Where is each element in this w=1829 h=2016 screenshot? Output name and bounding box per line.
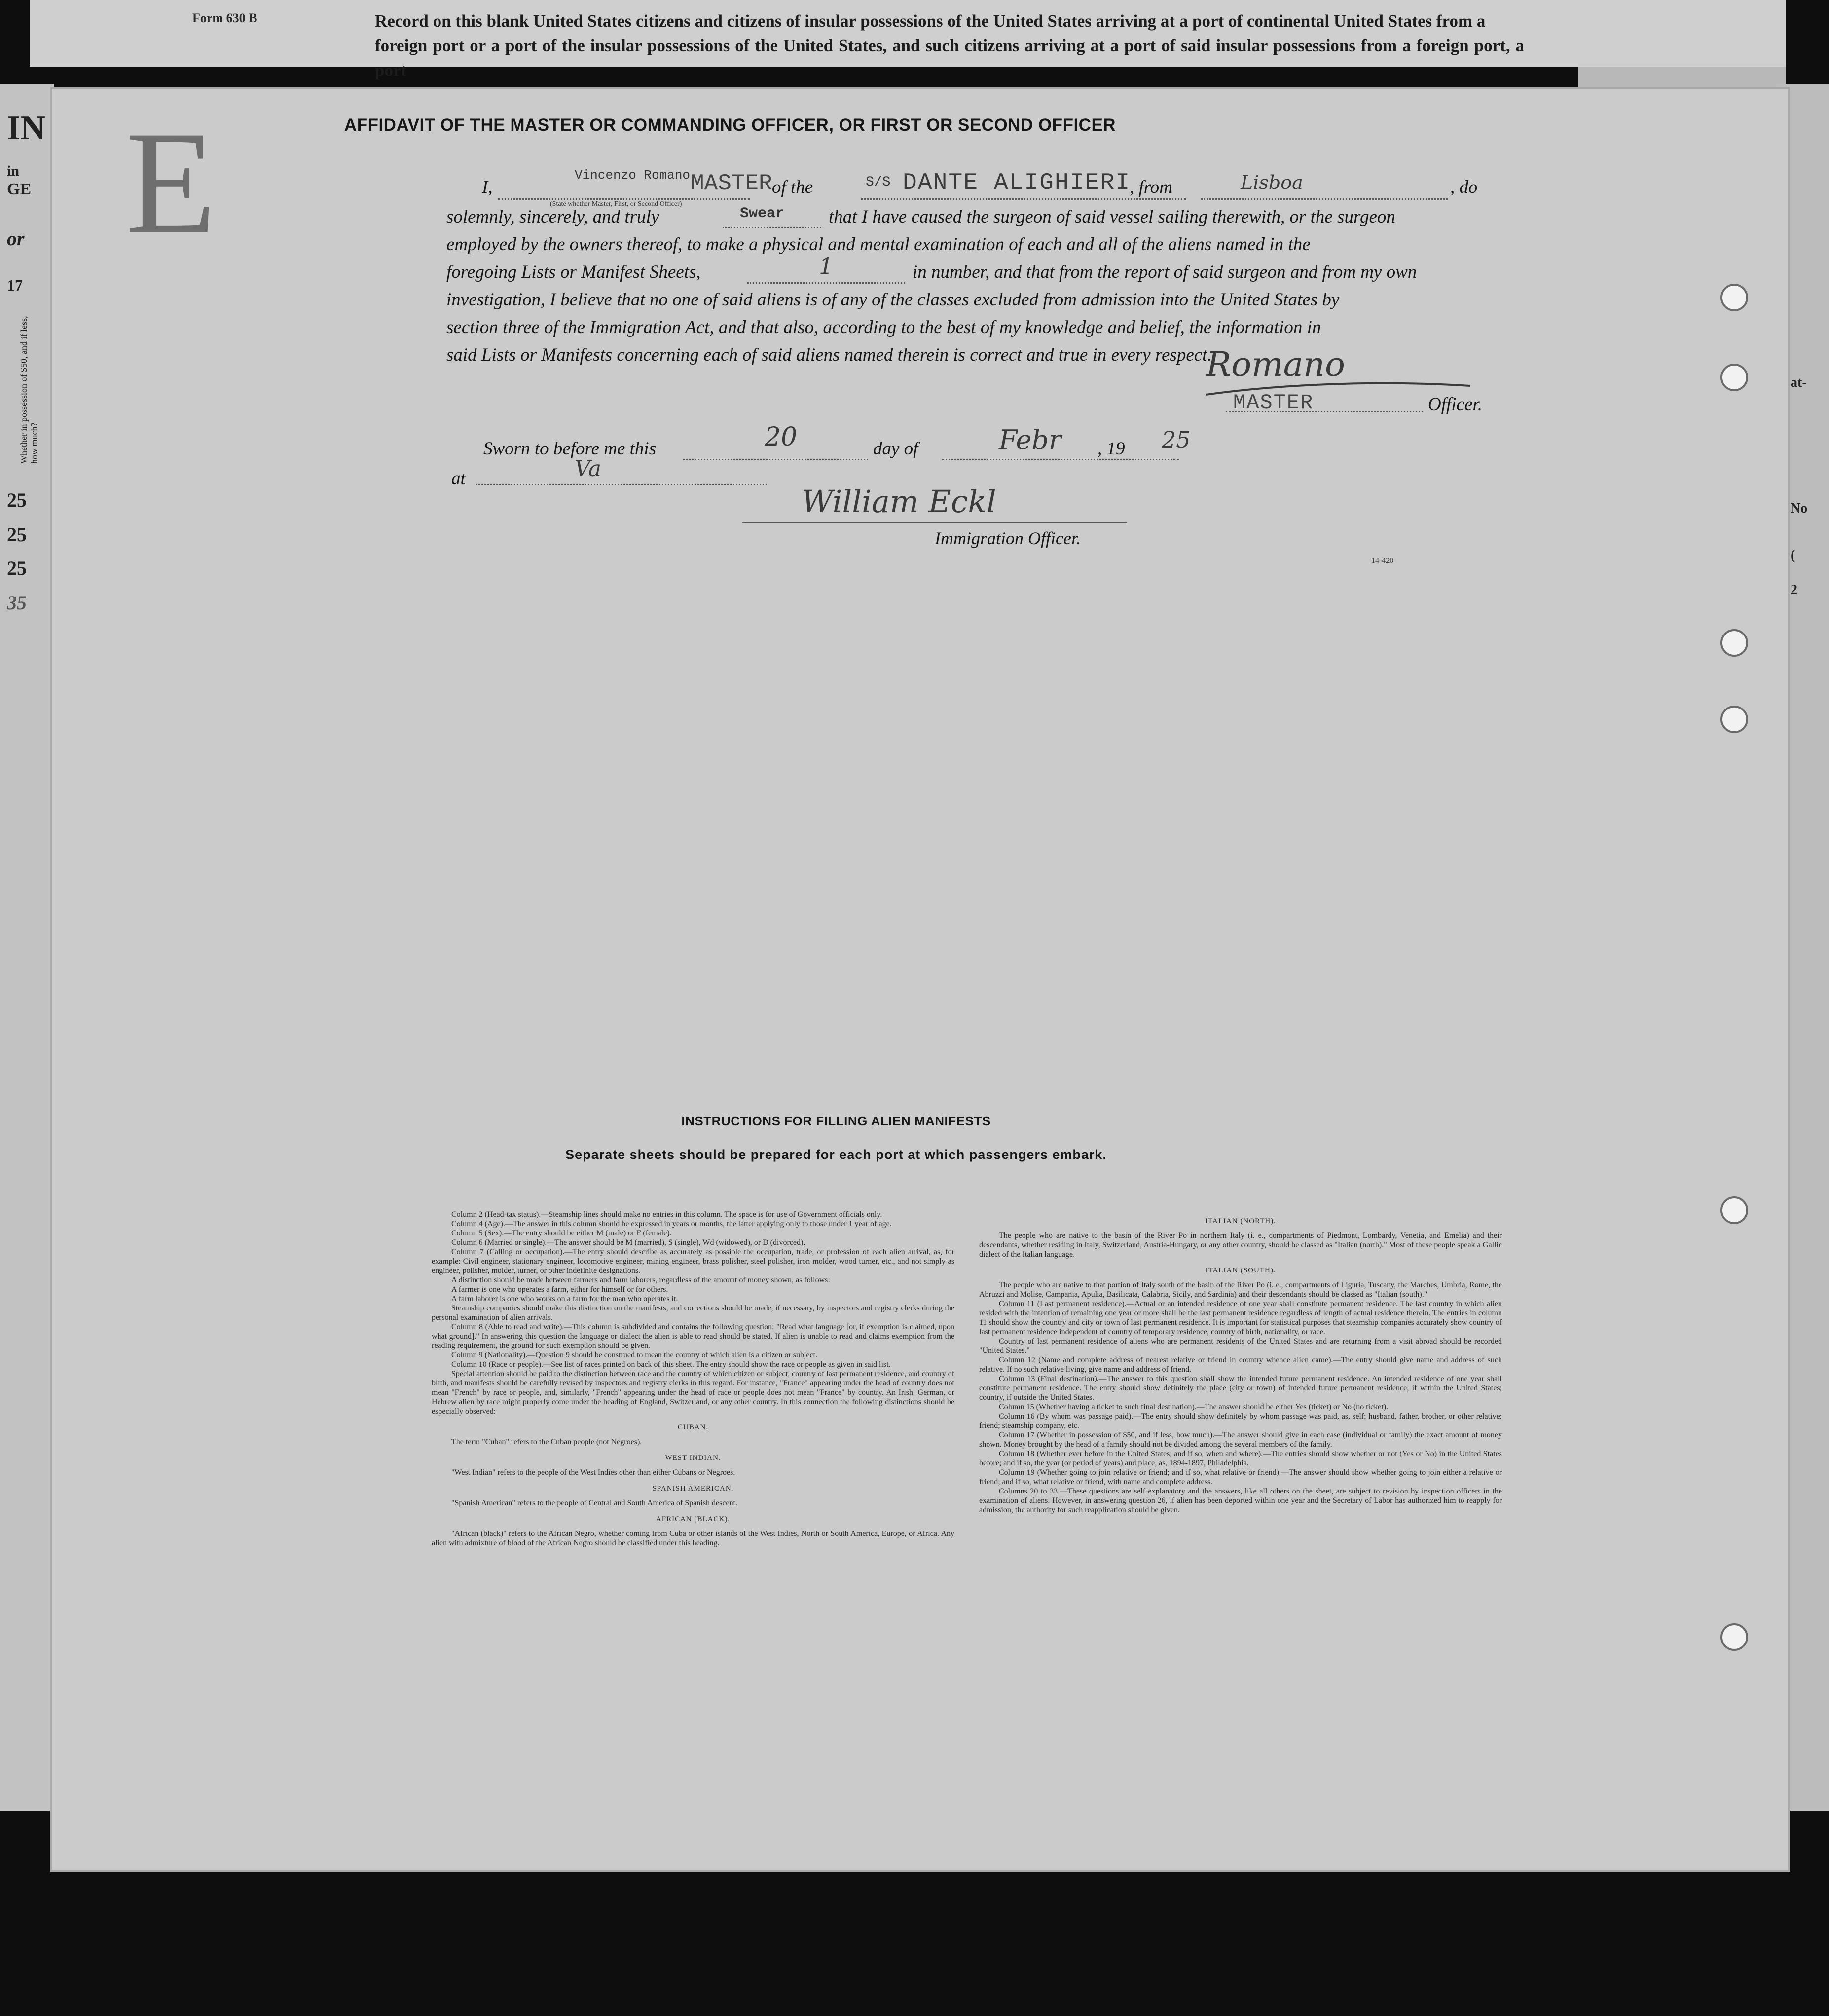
instruction-paragraph: Columns 20 to 33.—These questions are self-explanatory and the answers, like all others on the sheet, are subject to revision by inspection officers in the examination of aliens. However, in answering question 26, if alien has been deported within one year and the Secretary of Labor has authorized him to reapply for admission, the authority for such reapplication should be given. — [979, 1487, 1502, 1514]
ship-name: DANTE ALIGHIERI — [903, 170, 1131, 196]
left-number-0: 25 — [7, 489, 27, 511]
sworn-day-line — [683, 459, 868, 460]
top-form-strip — [30, 0, 1786, 80]
official-signature: William Eckl — [802, 484, 996, 520]
from-label: , from — [1130, 177, 1173, 197]
left-letters-3: or — [7, 227, 25, 250]
instruction-paragraph: The term "Cuban" refers to the Cuban people (not Negroes). — [451, 1438, 642, 1446]
punch-hole — [1720, 364, 1748, 391]
line3: employed by the owners thereof, to make a physical and mental examination of each and all of the aliens named in the — [446, 234, 1311, 255]
day-of-label: day of — [873, 439, 918, 459]
instruction-paragraph: Column 17 (Whether in possession of $50, and if less, how much).—The answer should give in each case (individual or family) the exact amount of money shown. Money brought by the head of a family should not be divided among the several members of the family. — [979, 1431, 1502, 1449]
instruction-paragraph: Special attention should be paid to the distinction between race and the country of which citizen or subject, country of last permanent residence, and country of birth, and manifests should be carefully revised by inspectors and registry clerks in this regard. For instance, "France" appearing under the head of country does not mean "French" by race or people, and, similarly, "French" appearing under the head of race or people does not mean "France" by country. An Irish, German, or Hebrew alien by race might properly come under the heading of England, Switzerland, or any other country. In this connection the following distinctions should be especially observed: — [432, 1370, 954, 1416]
instruction-paragraph: A farmer is one who operates a farm, either for himself or for others. — [451, 1285, 668, 1294]
line2a: solemnly, sincerely, and truly — [446, 207, 659, 227]
instruction-paragraph: Column 11 (Last permanent residence).—Actual or an intended residence of one year shall constitute permanent residence. The last country in which alien resided with the intention of remaining one year or more shall be the last permanent residence regardless of length of actual residence therein. The entries in column 11 should show the country and city or town of last permanent residence. It is important for statistical purposes that steamship companies accurately show country of last permanent residence independent of country of temporary residence, country of birth, nationality, or race. — [979, 1300, 1502, 1336]
header-line-2: foreign port or a port of the insular possessions of the United States, and such citizens arriving at a port of said insular possessions from a foreign port, a port — [375, 36, 1524, 80]
oath-line — [723, 227, 821, 228]
punch-hole — [1720, 1196, 1748, 1224]
instruction-paragraph: Column 4 (Age).—The answer in this column should be expressed in years or months, the latter applying only to those under 1 year of age. — [451, 1220, 892, 1228]
left-number-2: 25 — [7, 557, 27, 579]
left-letters-0: IN — [7, 109, 45, 147]
oath-word: Swear — [740, 205, 785, 222]
port-name: Lisboa — [1241, 172, 1303, 193]
right-mark-2: ( — [1791, 548, 1795, 563]
year-prefix: , 19 — [1097, 439, 1125, 459]
at-place: Va — [575, 456, 601, 482]
right-mark-0: at- — [1791, 375, 1807, 390]
sheets-line — [747, 282, 905, 284]
section-letter: E — [126, 101, 217, 264]
sworn-label: Sworn to before me this — [483, 439, 657, 459]
master-name: Vincenzo Romano — [575, 168, 691, 183]
at-line — [476, 484, 767, 485]
line7: said Lists or Manifests concerning each of said aliens named therein is correct and true in every respect. — [446, 345, 1212, 365]
line5: investigation, I believe that no one of said aliens is of any of the classes excluded from admission into the United States by — [446, 290, 1340, 310]
instruction-paragraph: Column 9 (Nationality).—Question 9 should be construed to mean the country of which alien is a citizen or subject. — [451, 1351, 818, 1359]
officer-label: Officer. — [1428, 394, 1482, 414]
left-side-note: Whether in possession of $50, and if less, how much? — [19, 316, 39, 464]
instruction-heading: CUBAN. — [677, 1423, 709, 1431]
instruction-paragraph: Column 2 (Head-tax status).—Steamship lines should make no entries in this column. The space is for use of Government officials only. — [451, 1210, 882, 1219]
header-line-1: Record on this blank United States citizens and citizens of insular possessions of the United States arriving at a port of continental United States from a — [375, 11, 1486, 31]
affidavit-page — [52, 89, 1788, 1870]
official-title: Immigration Officer. — [935, 528, 1081, 548]
instruction-paragraph: Column 16 (By whom was passage paid).—The entry should show definitely by whom passage was paid, as, self; husband, father, brother, or other relative; friend; steamship company, etc. — [979, 1412, 1502, 1430]
instruction-paragraph: "Spanish American" refers to the people of Central and South America of Spanish descent. — [451, 1499, 738, 1507]
instruction-heading: ITALIAN (SOUTH). — [1205, 1267, 1276, 1274]
top-form-header — [375, 9, 1524, 83]
punch-hole — [1720, 1623, 1748, 1651]
left-letters-1: in — [7, 163, 20, 179]
of-the-label: of the — [772, 177, 813, 197]
sworn-year: 25 — [1162, 426, 1191, 453]
instruction-heading: AFRICAN (BLACK). — [656, 1515, 731, 1523]
instruction-paragraph: "West Indian" refers to the people of the West Indies other than either Cubans or Negroes. — [451, 1468, 735, 1477]
instruction-paragraph: Column 8 (Able to read and write).—This column is subdivided and contains the following question: "Read what language [or, if exemption is claimed, upon what ground]." In answering this question the language or dialect the alien is able to read should be stated. If alien is unable to read and claims exemption from the reading requirement, the ground for such exemption should be given. — [432, 1323, 954, 1350]
left-number-1: 25 — [7, 523, 27, 546]
rank-stamp: MASTER — [691, 171, 772, 196]
left-underlying-sheet — [0, 84, 54, 1811]
at-label: at — [451, 468, 466, 488]
right-mark-1: No — [1791, 501, 1808, 516]
instruction-paragraph: Column 15 (Whether having a ticket to such final destination).—The answer should be either Yes (ticket) or No (no ticket). — [999, 1403, 1389, 1411]
instruction-heading: ITALIAN (NORTH). — [1205, 1217, 1276, 1225]
instructions-right-column — [979, 1210, 1502, 1515]
right-mark-3: 2 — [1791, 582, 1797, 597]
instruction-paragraph: Column 13 (Final destination).—The answer to this question shall show the intended future permanent residence. An intended residence of one year shall constitute permanent residence. The entry should show definitely the place (city or town) of intended future permanent residence, if within the United States; country, if outside the United States. — [979, 1375, 1502, 1402]
instruction-paragraph: Column 12 (Name and complete address of nearest relative or friend in country whence alien came).—The entry should give name and address of such relative. If no such relative living, give name and address of friend. — [979, 1356, 1502, 1374]
instruction-paragraph: A distinction should be made between farmers and farm laborers, regardless of the amount of money shown, as follows: — [451, 1276, 830, 1284]
sworn-month-line — [942, 459, 1179, 460]
instruction-paragraph: Country of last permanent residence of aliens who are permanent residents of the United States and are returning from a visit abroad should be recorded "United States." — [979, 1337, 1502, 1355]
instructions-left-column — [432, 1210, 954, 1548]
punch-hole — [1720, 284, 1748, 311]
instruction-paragraph: Column 19 (Whether going to join relative or friend; and if so, what relative or friend).—The answer should show whether going to join either a relative or friend; and if so, what relative or friend, with name and complete address. — [979, 1468, 1502, 1486]
instruction-paragraph: The people who are native to that portion of Italy south of the basin of the River Po (i. e., compartments of Liguria, Tuscany, the Marches, Umbria, Rome, the Abruzzi and Molise, Campania, Apulia, Basilicata, Calabria, Sicily, and Sardinia) and their descendants should be classed as "Italian (south)." — [979, 1281, 1502, 1299]
punch-hole — [1720, 629, 1748, 657]
official-line — [742, 522, 1127, 523]
ship-prefix: S/S — [866, 175, 891, 190]
master-signature: Romano — [1206, 345, 1345, 384]
sworn-day: 20 — [765, 422, 798, 452]
name-line — [498, 198, 750, 200]
instruction-paragraph: "African (black)" refers to the African Negro, whether coming from Cuba or other islands of the West Indies, North or South America, Europe, or Africa. Any alien with admixture of blood of the African Negro should be classified under this heading. — [432, 1530, 954, 1547]
instruction-heading: WEST INDIAN. — [665, 1454, 721, 1462]
do-label: , do — [1450, 177, 1478, 197]
left-letters-2: GE — [7, 180, 32, 198]
officer-rank-stamp: MASTER — [1233, 391, 1314, 414]
line4b: in number, and that from the report of said surgeon and from my own — [913, 262, 1417, 282]
form-number: Form 630 B — [192, 11, 257, 25]
instruction-paragraph: Column 6 (Married or single).—The answer should be M (married), S (single), Wd (widowed), or D (divorced). — [451, 1238, 805, 1247]
instruction-heading: SPANISH AMERICAN. — [652, 1485, 734, 1493]
port-line — [1201, 198, 1448, 200]
sheets-count: 1 — [819, 253, 834, 279]
instruction-paragraph: Column 10 (Race or people).—See list of races printed on back of this sheet. The entry should show the race or people as given in said list. — [451, 1360, 891, 1369]
instructions-title: INSTRUCTIONS FOR FILLING ALIEN MANIFESTS — [681, 1114, 991, 1128]
left-letters-4: 17 — [7, 276, 23, 294]
instruction-paragraph: Column 18 (Whether ever before in the United States; and if so, when and where).—The entries should show whether or not (Yes or No) in the United States before; and if so, the year (or period of years) and place, as, 1894-1897, Philadelphia. — [979, 1450, 1502, 1467]
affidavit-title: AFFIDAVIT OF THE MASTER OR COMMANDING OFFICER, OR FIRST OR SECOND OFFICER — [344, 115, 1116, 135]
stamp-mark: 14-420 — [1371, 557, 1394, 565]
i-label: I, — [482, 177, 493, 197]
rank-note: (State whether Master, First, or Second Officer) — [550, 200, 682, 208]
left-number-3: 35 — [7, 592, 27, 614]
ship-line — [861, 198, 1186, 200]
instruction-paragraph: Steamship companies should make this distinction on the manifests, and corrections should be made, if necessary, by inspectors and registry clerks during the personal examination of alien arrivals. — [432, 1304, 954, 1322]
line2b: that I have caused the surgeon of said vessel sailing therewith, or the surgeon — [829, 207, 1395, 227]
line4a: foregoing Lists or Manifest Sheets, — [446, 262, 701, 282]
line6: section three of the Immigration Act, and that also, according to the best of my knowledge and belief, the information in — [446, 317, 1321, 337]
instruction-paragraph: A farm laborer is one who works on a farm for the man who operates it. — [451, 1295, 678, 1303]
sworn-month: Febr — [999, 424, 1061, 455]
punch-hole — [1720, 706, 1748, 733]
instruction-paragraph: The people who are native to the basin of the River Po in northern Italy (i. e., compartments of Piedmont, Lombardy, Venetia, and Emelia) and their descendants, whether residing in Italy, Switzerland, Austria-Hungary, or any other country, should be classed as "Italian (north)." Most of these people speak a Gallic dialect of the Italian language. — [979, 1232, 1502, 1259]
instruction-paragraph: Column 7 (Calling or occupation).—The entry should describe as accurately as possible the occupation, trade, or profession of each alien arrival, as, for example: Civil engineer, stationary engineer, locomotive engineer, mining engineer, brass polisher, steel polisher, iron molder, wood turner, etc., and not simply as engineer, polisher, molder, turner, or other indefinite designations. — [432, 1248, 954, 1275]
instruction-paragraph: Column 5 (Sex).—The entry should be either M (male) or F (female). — [451, 1229, 672, 1237]
instructions-subtitle: Separate sheets should be prepared for each port at which passengers embark. — [565, 1147, 1107, 1162]
